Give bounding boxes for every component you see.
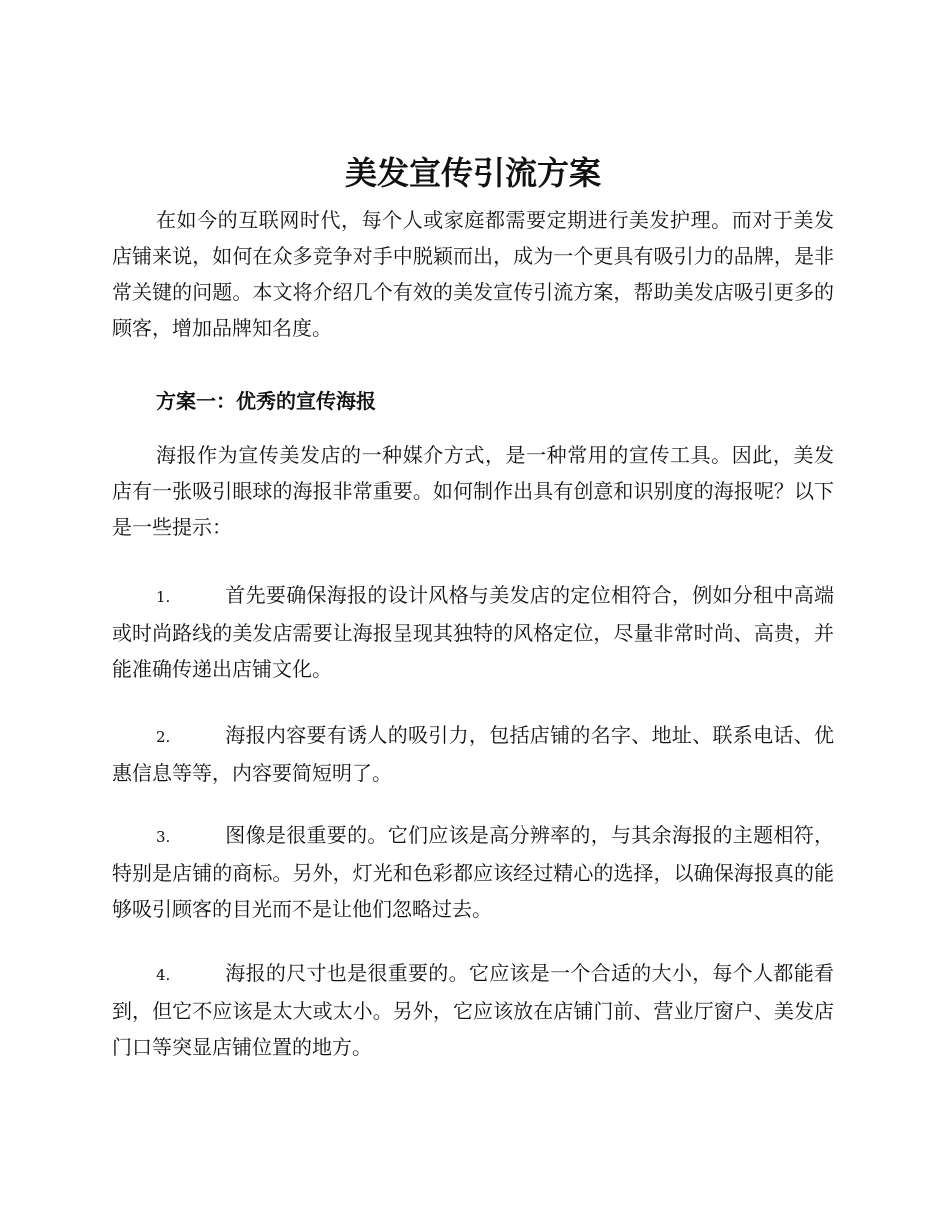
list-item-text: 海报内容要有诱人的吸引力，包括店铺的名字、地址、联系电话、优惠信息等等，内容要简短明了。 bbox=[112, 723, 834, 785]
list-item-text: 海报的尺寸也是很重要的。它应该是一个合适的大小，每个人都能看到，但它不应该是太大或太小。另外，它应该放在店铺门前、营业厅窗户、美发店门口等突显店铺位置的地方。 bbox=[112, 961, 834, 1059]
list-item-text: 首先要确保海报的设计风格与美发店的定位相符合，例如分租中高端或时尚路线的美发店需要让海报呈现其独特的风格定位，尽量非常时尚、高贵，并能准确传递出店铺文化。 bbox=[112, 583, 834, 681]
list-item bbox=[112, 577, 834, 687]
list-item-number: 2. bbox=[156, 728, 171, 746]
section-intro-paragraph: 海报作为宣传美发店的一种媒介方式，是一种常用的宣传工具。因此，美发店有一张吸引眼球的海报非常重要。如何制作出具有创意和识别度的海报呢？以下是一些提示： bbox=[112, 443, 834, 539]
list-item-number: 1. bbox=[156, 588, 171, 606]
list-item bbox=[112, 717, 834, 791]
document-title: 美发宣传引流方案 bbox=[344, 154, 601, 192]
list-item bbox=[112, 817, 834, 927]
list-item bbox=[112, 955, 834, 1065]
list-item-number: 3. bbox=[156, 828, 171, 846]
list-item-text: 图像是很重要的。它们应该是高分辨率的，与其余海报的主题相符，特别是店铺的商标。另外，灯光和色彩都应该经过精心的选择，以确保海报真的能够吸引顾客的目光而不是让他们忽略过去。 bbox=[112, 823, 834, 921]
section-heading: 方案一：优秀的宣传海报 bbox=[156, 389, 376, 413]
list-item-number: 4. bbox=[156, 966, 171, 984]
intro-paragraph: 在如今的互联网时代，每个人或家庭都需要定期进行美发护理。而对于美发店铺来说，如何在众多竞争对手中脱颖而出，成为一个更具有吸引力的品牌，是非常关键的问题。本文将介绍几个有效的美发宣传引流方案，帮助美发店吸引更多的顾客，增加品牌知名度。 bbox=[112, 208, 834, 340]
